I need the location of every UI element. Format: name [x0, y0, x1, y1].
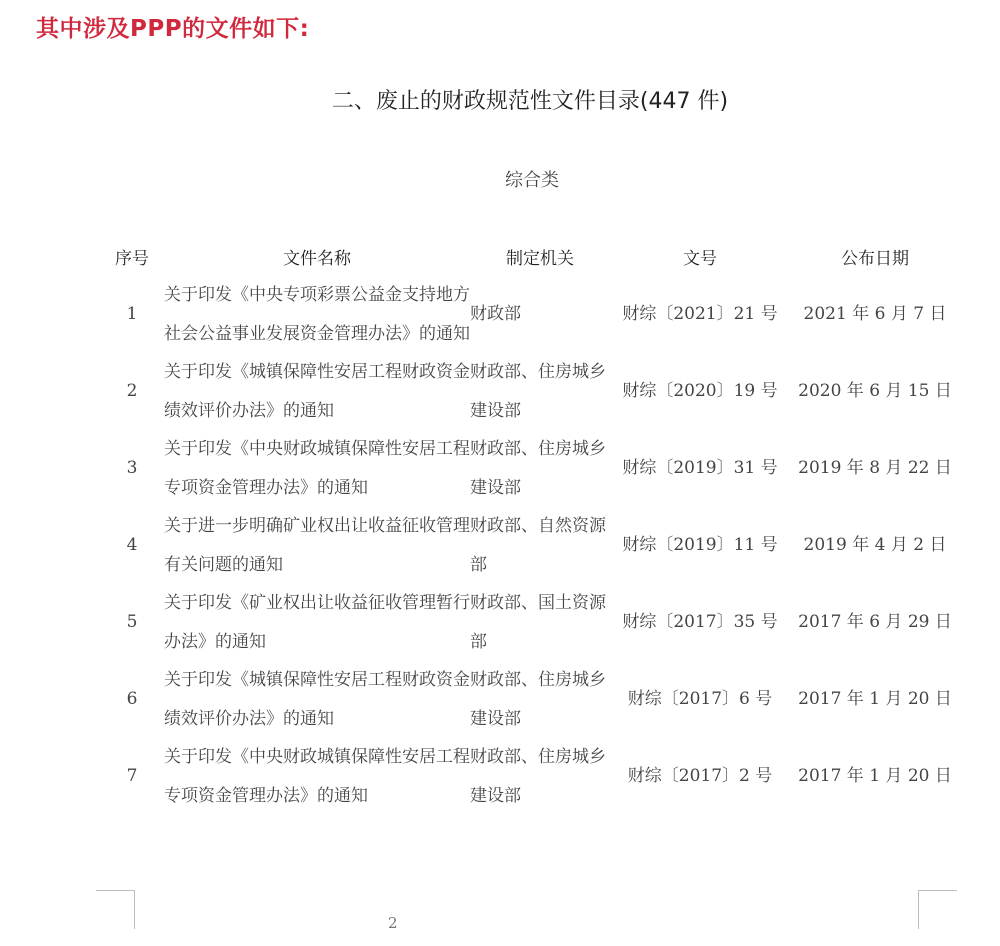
- issuing-authority: 财政部、自然资源部: [470, 516, 606, 575]
- document-number: 财综〔2017〕6 号: [627, 689, 773, 710]
- table-header-row: [100, 236, 960, 276]
- document-number: 财综〔2019〕31 号: [622, 458, 778, 479]
- column-header-num: 文号: [683, 248, 717, 269]
- file-name: 关于印发《中央财政城镇保障性安居工程专项资金管理办法》的通知: [164, 439, 470, 498]
- publish-date: 2019 年 4 月 2 日: [803, 535, 947, 556]
- issuing-authority: 财政部、住房城乡建设部: [470, 670, 606, 729]
- table-row: [100, 353, 960, 430]
- page-number: 2: [388, 914, 398, 932]
- document-number: 财综〔2017〕35 号: [622, 612, 778, 633]
- document-number: 财综〔2021〕21 号: [622, 304, 778, 325]
- file-name: 关于印发《城镇保障性安居工程财政资金绩效评价办法》的通知: [164, 670, 470, 729]
- table-row: [100, 276, 960, 353]
- column-header-org: 制定机关: [506, 248, 574, 269]
- table-row: [100, 584, 960, 661]
- publish-date: 2017 年 6 月 29 日: [798, 612, 952, 633]
- document-number: 财综〔2020〕19 号: [622, 381, 778, 402]
- column-header-name: 文件名称: [283, 248, 351, 269]
- page-corner-mark-right: [918, 890, 957, 929]
- row-number: 1: [126, 304, 138, 325]
- publish-date: 2020 年 6 月 15 日: [798, 381, 952, 402]
- row-number: 6: [126, 689, 138, 710]
- row-number: 4: [126, 535, 138, 556]
- row-number: 7: [126, 766, 138, 787]
- column-header-date: 公布日期: [841, 248, 909, 269]
- table-row: [100, 430, 960, 507]
- table-row: [100, 738, 960, 815]
- document-number: 财综〔2017〕2 号: [627, 766, 773, 787]
- issuing-authority: 财政部、住房城乡建设部: [470, 747, 606, 806]
- issuing-authority: 财政部: [470, 304, 521, 325]
- issuing-authority: 财政部、国土资源部: [470, 593, 606, 652]
- document-title: 二、废止的财政规范性文件目录(447 件): [331, 89, 729, 114]
- publish-date: 2019 年 8 月 22 日: [798, 458, 952, 479]
- file-name: 关于进一步明确矿业权出让收益征收管理有关问题的通知: [164, 516, 470, 575]
- column-header-no: 序号: [115, 248, 149, 269]
- category-label: 综合类: [505, 170, 559, 191]
- publish-date: 2021 年 6 月 7 日: [803, 304, 947, 325]
- publish-date: 2017 年 1 月 20 日: [798, 689, 952, 710]
- document-table: [100, 236, 960, 815]
- row-number: 3: [126, 458, 138, 479]
- table-row: [100, 661, 960, 738]
- issuing-authority: 财政部、住房城乡建设部: [470, 362, 606, 421]
- file-name: 关于印发《矿业权出让收益征收管理暂行办法》的通知: [164, 593, 470, 652]
- ppp-note-heading: 其中涉及PPP的文件如下:: [36, 16, 310, 42]
- file-name: 关于印发《中央财政城镇保障性安居工程专项资金管理办法》的通知: [164, 747, 470, 806]
- file-name: 关于印发《城镇保障性安居工程财政资金绩效评价办法》的通知: [164, 362, 470, 421]
- document-number: 财综〔2019〕11 号: [622, 535, 778, 556]
- table-row: [100, 507, 960, 584]
- row-number: 2: [126, 381, 138, 402]
- publish-date: 2017 年 1 月 20 日: [798, 766, 952, 787]
- issuing-authority: 财政部、住房城乡建设部: [470, 439, 606, 498]
- page-corner-mark-left: [96, 890, 135, 929]
- file-name: 关于印发《中央专项彩票公益金支持地方社会公益事业发展资金管理办法》的通知: [164, 285, 470, 344]
- row-number: 5: [126, 612, 138, 633]
